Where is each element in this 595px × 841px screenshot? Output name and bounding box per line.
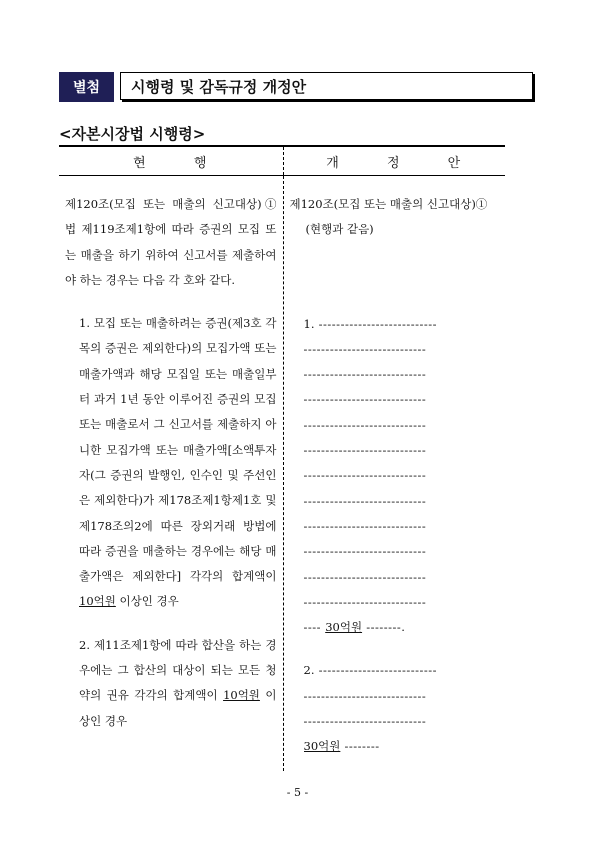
appendix-title: 시행령 및 감독규정 개정안 [120, 72, 533, 100]
appendix-header [59, 72, 533, 102]
section-title: <자본시장법 시행령> [59, 125, 206, 143]
current-item-1: 1. 모집 또는 매출하려는 증권(제3호 각 목의 증권은 제외한다)의 모집가액 또는 매출가액과 해당 모집일 또는 매출일부터 과거 1년 동안 이루어진 증권의 모집 또는 매출로서 그 신고서를 제출하지 아니한 모집가액 또는 매출가액[소액투자자(그 증권의 발행인, 인수인 및 주선인은 제외한다)가 제178조제1항제1호 및 제178조의2에 따른 장외거래 방법에 따라 증권을 매출하는 경우에는 해당 매출가액은 제외한다] 각각의 합계액이 10억원 이상인 경우 [79, 316, 277, 609]
proposed-text-cell [283, 176, 505, 772]
current-item-1-amount: 10억원 [79, 594, 116, 609]
appendix-tag: 별첨 [59, 72, 114, 102]
column-header-proposed: 개 정 안 [283, 146, 505, 176]
proposed-article: 제120조(모집 또는 매출의 신고대상)① (현행과 같음) [289, 197, 488, 237]
page-number: - 5 - [286, 786, 309, 799]
proposed-item-1: 1. --------------------------- ---------------------------- ---------------------------- ---------------------------- ---------------------------- ---------------------------- ---------------------------- ---------------------------- ---------------------------- ---------------------------- ---------------------------- ---------------------------- ---- 30억원 --------. [303, 316, 438, 635]
current-item-2: 2. 제11조제1항에 따라 합산을 하는 경우에는 그 합산의 대상이 되는 모든 청약의 권유 각각의 합계액이 10억원 이상인 경우 [79, 637, 277, 728]
proposed-item-1-amount: 30억원 [325, 620, 363, 635]
current-article: 제120조(모집 또는 매출의 신고대상)① 법 제119조제1항에 따라 증권의 모집 또는 매출을 하기 위하여 신고서를 제출하여야 하는 경우는 다음 각 호와 같다. [65, 197, 277, 287]
current-item-2-amount: 10억원 [223, 688, 260, 703]
column-header-current: 현 행 [59, 146, 283, 176]
comparison-table [59, 145, 505, 771]
current-text-cell [59, 176, 283, 772]
proposed-item-2: 2. --------------------------- ---------------------------- ---------------------------- 30억원 -------- [303, 663, 438, 754]
proposed-item-2-amount: 30억원 [303, 739, 341, 754]
